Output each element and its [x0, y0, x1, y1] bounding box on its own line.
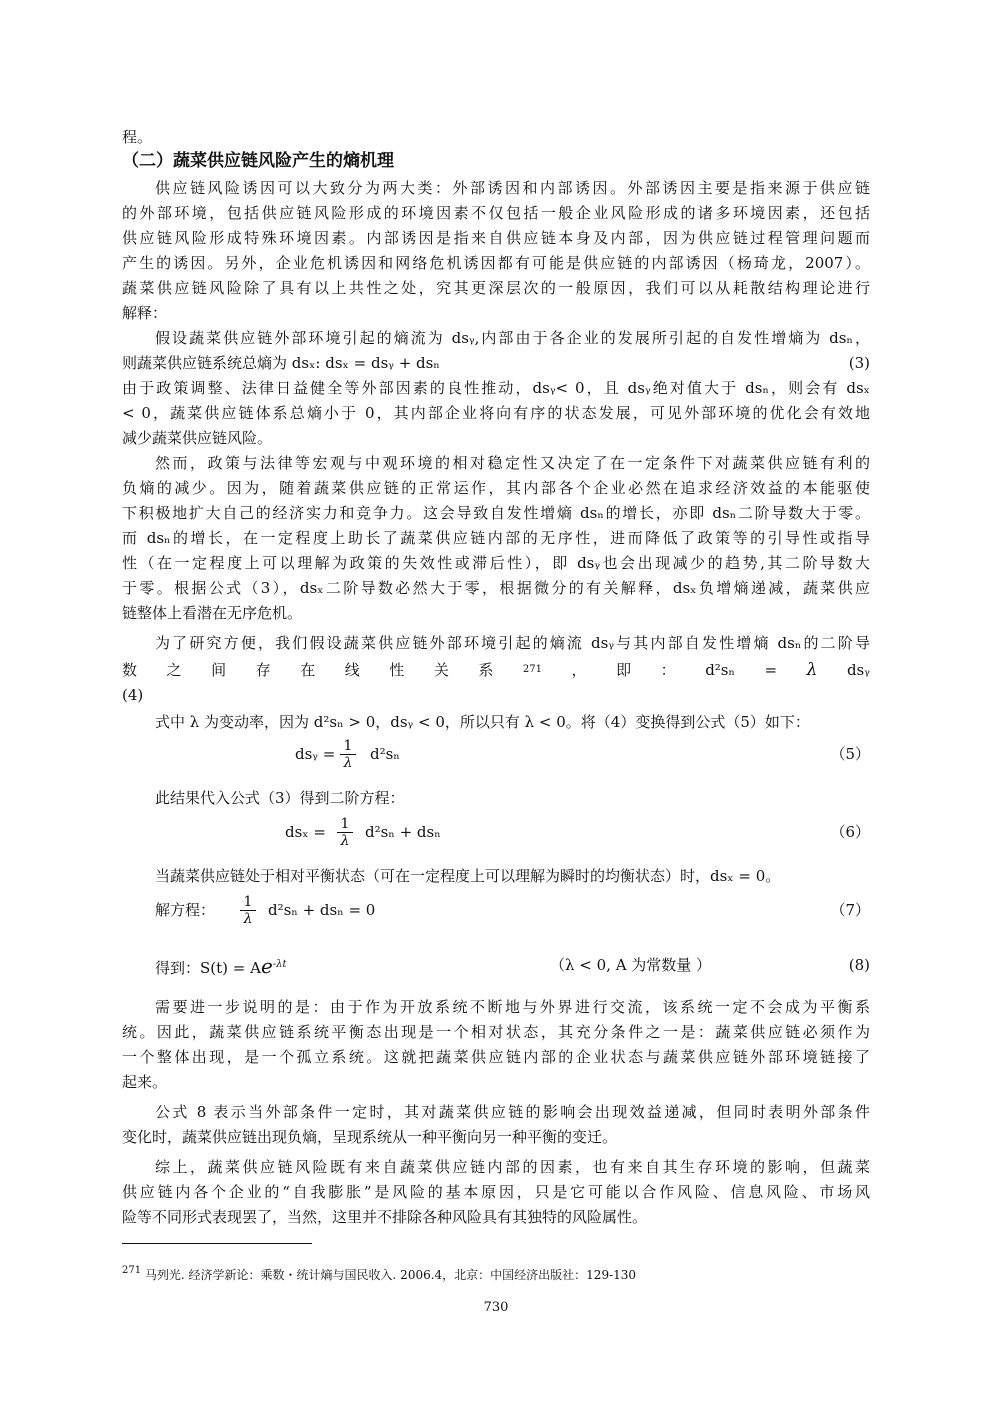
- fraction: [337, 816, 353, 849]
- text-line: 性（在一定程度上可以理解为政策的失效性或滞后性），即 dsᵧ也会出现减少的趋势,其二阶导数大: [122, 554, 870, 572]
- footnote-rule: [122, 1243, 312, 1244]
- text-line: 综上，蔬菜供应链风险既有来自蔬菜供应链内部的因素，也有来自其生存环境的影响，但蔬菜: [155, 1158, 870, 1176]
- text-line: 负熵的减少。因为，随着蔬菜供应链的正常运作，其内部各个企业必然在追求经济效益的本能驱使: [122, 479, 870, 497]
- text-line: 而 dsₙ的增长，在一定程度上助长了蔬菜供应链内部的无序性，进而降低了政策等的引导性或指导: [122, 529, 870, 547]
- text-line: 需要进一步说明的是：由于作为开放系统不断地与外界进行交流，该系统一定不会成为平衡系: [155, 998, 870, 1016]
- equation-condition: （λ < 0, A 为常数量 ）: [550, 956, 712, 974]
- fraction-numerator: 1: [340, 738, 356, 755]
- fraction: [240, 894, 256, 927]
- equation-number: (3): [848, 354, 870, 372]
- equation-number: (8): [848, 956, 870, 974]
- text-line: (4): [122, 686, 144, 704]
- equation-number: （7）: [830, 901, 870, 919]
- spread-word: 性: [389, 661, 405, 679]
- equation-number: （5）: [830, 745, 870, 763]
- fraction-numerator: 1: [337, 816, 353, 833]
- spread-text-line: [122, 660, 870, 680]
- spread-word: dsᵧ: [846, 661, 870, 679]
- equation-prefix: 解方程：: [155, 901, 216, 919]
- text-line: 一个整体出现，是一个孤立系统。这就把蔬菜供应链内部的企业状态与蔬菜供应链外部环境链接了: [122, 1048, 870, 1066]
- text-line: 链整体上看潜在无序危机。: [122, 604, 303, 622]
- equation-8: [155, 955, 555, 978]
- equation-lhs: dsₓ =: [285, 823, 326, 841]
- equation-lhs: dsᵧ =: [295, 745, 336, 763]
- equation-rhs: d²sₙ + dsₙ: [365, 823, 441, 841]
- equation-rhs: d²sₙ + dsₙ = 0: [268, 901, 376, 919]
- footnote-text: 马列光. 经济学新论：乘数・统计熵与国民收入. 2006.4，北京：中国经济出版社：129-130: [144, 1268, 637, 1282]
- text-line: 为了研究方便，我们假设蔬菜供应链外部环境引起的熵流 dsᵧ与其内部自发性增熵 dsₙ的二阶导: [155, 634, 870, 652]
- spread-word: ，: [571, 661, 587, 679]
- equation-prefix: 得到：S(t) = A: [155, 959, 261, 977]
- text-line: 起来。: [122, 1073, 168, 1091]
- text-line: 统。因此，蔬菜供应链系统平衡态出现是一个相对状态，其充分条件之一是：蔬菜供应链必须作为: [122, 1023, 870, 1041]
- text-line: 蔬菜供应链风险除了具有以上共性之处，究其更深层次的一般原因，我们可以从耗散结构理论进行: [122, 279, 870, 297]
- spread-word: 即: [616, 661, 632, 679]
- spread-word: 间: [211, 661, 227, 679]
- text-line: < 0，蔬菜供应链体系总熵小于 0，其内部企业将向有序的状态发展，可见外部环境的优化会有效地: [122, 404, 870, 422]
- spread-word: d²sₙ: [705, 661, 735, 679]
- fraction-denominator: λ: [243, 911, 253, 927]
- exponential-e: e: [260, 955, 273, 978]
- fraction-denominator: λ: [343, 755, 353, 771]
- spread-word: 系: [478, 661, 494, 679]
- text-line: 险等不同形式表现罢了，当然，这里并不排除各种风险具有其独特的风险属性。: [122, 1208, 648, 1226]
- text-line: 的外部环境，包括供应链风险形成的环境因素不仅包括一般企业风险形成的诸多环境因素，还包括: [122, 204, 870, 222]
- spread-word: λ: [806, 660, 818, 680]
- text-line: 供应链风险诱因可以大致分为两大类：外部诱因和内部诱因。外部诱因主要是指来源于供应链: [155, 179, 870, 197]
- text-line: 则蔬菜供应链系统总熵为 dsₓ: dsₓ = dsᵧ + dsₙ: [122, 354, 440, 372]
- spread-word: =: [764, 661, 778, 679]
- text-line: 假设蔬菜供应链外部环境引起的熵流为 dsᵧ,内部由于各企业的发展所引起的自发性增熵为 dsₙ，: [155, 329, 870, 347]
- equation-number: （6）: [830, 823, 870, 841]
- text-line: 公式 8 表示当外部条件一定时，其对蔬菜供应链的影响会出现效益递减，但同时表明外部条件: [155, 1103, 870, 1121]
- text-line: 解释：: [122, 304, 168, 322]
- text-line: 供应链风险形成特殊环境因素。内部诱因是指来自供应链本身及内部，因为供应链过程管理问题而: [122, 229, 870, 247]
- spread-word: 数: [122, 661, 138, 679]
- text-line: 程。: [122, 128, 153, 146]
- spread-word: 之: [166, 661, 182, 679]
- fraction: [340, 738, 356, 771]
- footnote: [122, 1263, 636, 1283]
- page-number: 730: [483, 1300, 509, 1315]
- fraction-denominator: λ: [340, 833, 350, 849]
- text-line: 当蔬菜供应链处于相对平衡状态（可在一定程度上可以理解为瞬时的均衡状态）时，dsₓ = 0。: [155, 867, 781, 885]
- text-line: 于零。根据公式（3），dsₓ二阶导数必然大于零，根据微分的有关解释，dsₓ负增熵递减，蔬菜供应: [122, 579, 870, 597]
- text-line: 减少蔬菜供应链风险。: [122, 429, 273, 447]
- text-line: 此结果代入公式（3）得到二阶方程：: [155, 789, 405, 807]
- fraction-numerator: 1: [240, 894, 256, 911]
- text-line: 由于政策调整、法律日益健全等外部因素的良性推动，dsᵧ< 0，且 dsᵧ绝对值大于 dsₙ，则会有 dsₓ: [122, 379, 870, 397]
- spread-word: 关: [433, 661, 449, 679]
- text-line: 产生的诱因。另外，企业危机诱因和网络危机诱因都有可能是供应链的内部诱因（杨琦龙，2007）。: [122, 254, 870, 272]
- text-line: 供应链内各个企业的“自我膨胀”是风险的基本原因，只是它可能以合作风险、信息风险、市场风: [122, 1183, 870, 1201]
- equation-rhs: d²sₙ: [370, 745, 400, 763]
- spread-word: 271: [522, 664, 543, 675]
- spread-word: 线: [344, 661, 360, 679]
- text-line: 式中 λ 为变动率，因为 d²sₙ > 0，dsᵧ < 0，所以只有 λ < 0。将（4）变换得到公式（5）如下：: [155, 713, 810, 731]
- text-line: 然而，政策与法律等宏观与中观环境的相对稳定性又决定了在一定条件下对蔬菜供应链有利的: [155, 454, 870, 472]
- footnote-mark: 271: [122, 1265, 142, 1276]
- spread-word: ：: [660, 661, 676, 679]
- spread-word: 在: [300, 661, 316, 679]
- exponent: -λt: [272, 959, 287, 970]
- spread-word: 存: [255, 661, 271, 679]
- section-heading: （二）蔬菜供应链风险产生的熵机理: [122, 151, 394, 171]
- text-line: 下积极地扩大自己的经济实力和竞争力。这会导致自发性增熵 dsₙ的增长，亦即 dsₙ二阶导数大于零。: [122, 504, 870, 522]
- text-line: 变化时，蔬菜供应链出现负熵，呈现系统从一种平衡向另一种平衡的变迁。: [122, 1128, 618, 1146]
